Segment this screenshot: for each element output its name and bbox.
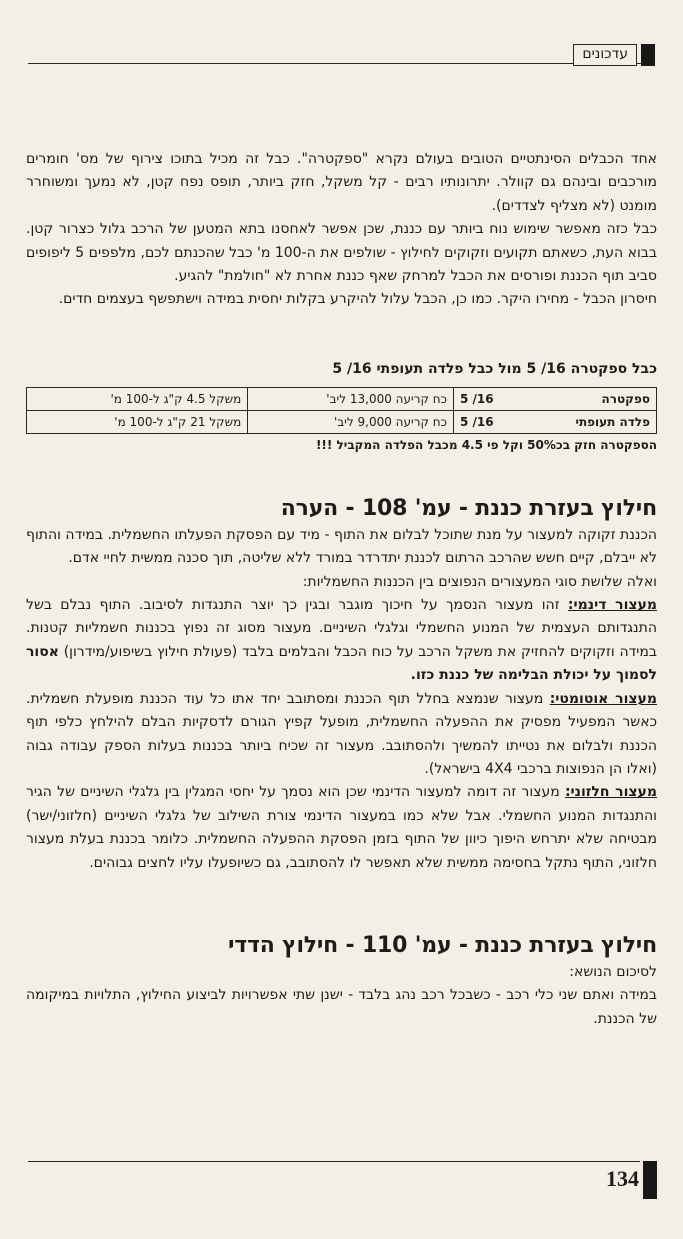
header-tab-bar: [641, 44, 655, 66]
brake-dynamic-warning: אסור לסמוך על יכולת הבלימה של כננת כזו.: [26, 643, 657, 684]
footer-tick: [643, 1161, 657, 1199]
section-1-title: חילוץ בעזרת כננת - עמ' 108 - הערה: [280, 495, 657, 521]
row-strength: כח קריעה 9,000 ליב': [248, 410, 454, 433]
row-weight: משקל 21 ק"ג ל-100 מ': [27, 410, 248, 433]
brake-automatic-term: מעצור אוטומטי:: [549, 690, 657, 707]
cable-name: פלדה תעופתי: [575, 414, 650, 429]
brake-dynamic: [26, 594, 657, 688]
section-2-paragraph-2: במידה ואתם שני כלי רכב - כשבכל רכב נהג בלבד - ישנן שתי אפשרויות לביצוע החילוץ, התלויות במיקומה של הכננת.: [26, 987, 657, 1027]
page-number: 134: [606, 1166, 639, 1191]
brake-dynamic-term: מעצור דינמי:: [567, 597, 657, 614]
intro-paragraph-2: כבל כזה מאפשר שימוש נוח ביותר עם כננת, שכן אפשר לאחסנו בתא המטען של הרכב גלול כצרור קטן. בבוא העת, כשאתם תקועים וזקוקים לחילוץ - שולפים את ה-100 מ' כבל שהכנתם לכם, מלפפים 5 ליפופים סביב תוף הכננת ופורסים את הכבל למרחק שאף כננת אחרת לא "חולמת" להגיע.: [26, 221, 657, 285]
row-name: [454, 410, 657, 433]
comparison-note: הספקטרה חזק בכ50% וקל פי 4.5 מכבל הפלדה המקביל !!!: [315, 437, 657, 452]
brake-worm-term: מעצור חלזוני:: [564, 784, 657, 801]
brake-dynamic-text: זהו מעצור הנסמך על חיכוך מוגבר ובגין כך יוצר התנגדות לסיבוב. התוף נבלם בשל התנגדותם העצמית של המנוע החשמלי וגלגלי השיניים. מעצור מסוג זה נפוץ בכננות חשמליות קטנות. במידה וזקוקים להחזיק את משקל הרכב על כוח הכבל והבלמים בלבד (פעולת חילוץ בשיפוע/מידרון): [26, 597, 657, 660]
intro-paragraph-3: חיסרון הכבל - מחירו היקר. כמו כן, הכבל עלול להיקרע בקלות יחסית במידה וישתפשף בעצמים חדים.: [58, 291, 657, 308]
section-label: עדכונים: [573, 44, 637, 66]
brake-worm: [26, 781, 657, 875]
header-rule: [28, 63, 655, 64]
cable-size: 5 /16: [460, 391, 494, 406]
comparison-title: כבל ספקטרה 16/ 5 מול כבל פלדה תעופתי 16/ 5: [332, 360, 657, 377]
brake-automatic: [26, 688, 657, 782]
section-2-paragraph-1: לסיכום הנושא:: [569, 963, 657, 980]
row-weight: משקל 4.5 ק"ג ל-100 מ': [27, 387, 248, 410]
brake-worm-text: מעצור זה דומה למעצור הדינמי שכן הוא נסמך על יחסי המגלין בין גלגלי השיניים של הגיר והתנגדות המנוע החשמלי. אבל שלא כמו במעצור הדינמי צורת השילוב של גלגלי השיניים (חלזוני/ישר) מבטיחה שלא יתרחש היפוך כיוון של התוף בזמן הפסקת ההפעלה החשמלית. כלומר בכננת בעלת מעצור חלזוני, התוף נתקל בחסימה ממשית שלא תאפשר לו להסתובב, גם כשיופעלו עליו לחצים גבוהים.: [26, 784, 657, 871]
row-name: [454, 387, 657, 410]
intro-paragraph-1: אחד הכבלים הסינתטיים הטובים בעולם נקרא "ספקטרה". כבל זה מכיל בתוכו צירוף של מס' חומרים מורכבים ובינהם גם קוולר. יתרונותיו רבים - קל משקל, חזק ביותר, תופס נפח קטן, לא נמעך ומשוחרר מומנט (לא מצליף לצדדים).: [26, 151, 657, 214]
cable-name: ספקטרה: [601, 391, 650, 406]
section-2-title: חילוץ בעזרת כננת - עמ' 110 - חילוץ הדדי: [227, 932, 657, 958]
section-1-paragraph-1: הכננת זקוקה למעצור על מנת שתוכל לבלום את התוף - מיד עם הפסקת הפעלתו החשמלית. במידה והתוף לא ייבלם, קיים חשש שהרכב הרתום לכננת יתדרדר במורד ללא שליטה, תוך סכנה ממשית לחיי אדם.: [26, 526, 657, 567]
footer-rule: [28, 1161, 640, 1162]
table-row: [27, 387, 657, 410]
comparison-table: [26, 387, 657, 434]
page-content: [26, 148, 657, 1031]
section-1-paragraph-2: ואלה שלושת סוגי המעצורים הנפוצים בין הכננות החשמליות:: [302, 573, 657, 590]
table-row: [27, 410, 657, 433]
header-tab: [573, 44, 655, 66]
cable-size: 5 /16: [460, 414, 494, 429]
row-strength: כח קריעה 13,000 ליב': [248, 387, 454, 410]
brake-automatic-text: מעצור שנמצא בחלל תוף הכננת ומסתובב יחד אתו כל עוד הכננת מופעלת חשמלית. כאשר המפעיל מפסיק את ההפעלה החשמלית, מופעל קפיץ הגורם לדסקיות הבלם להילחץ כלפי תוף הכננת ולבלום את נטייתו להמשיך ולהסתובב. מעצור זה שכיח ביותר בכננות בעלות הספק עבודה גבוה (ואלו הן הנפוצות ברכבי 4X4 בישראל).: [26, 690, 657, 777]
